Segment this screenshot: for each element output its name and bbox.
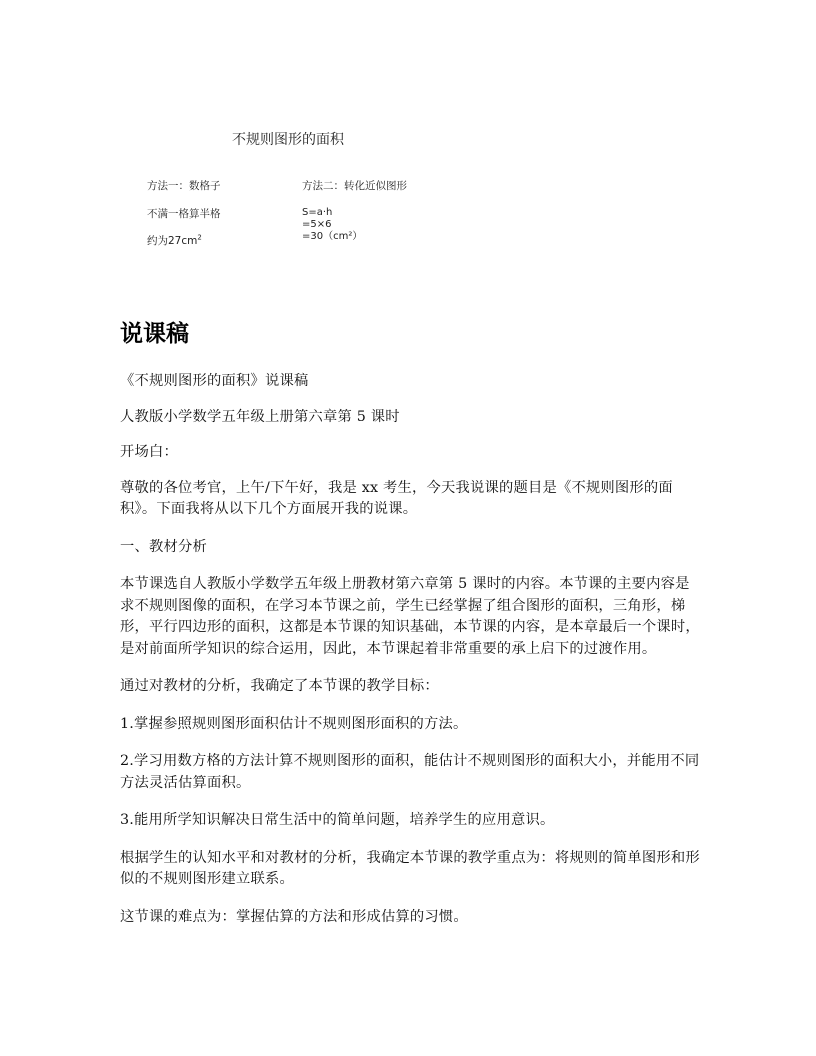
paragraph-key-points: 根据学生的认知水平和对教材的分析，我确定本节课的教学重点为：将规则的简单图形和形似的不规则图形建立联系。 [120,849,700,887]
document-heading: 说课稿 [120,321,189,347]
method2-formula [302,207,362,243]
formula-line: =30（cm²） [302,231,363,242]
formula-line: =5×6 [302,219,332,230]
paragraph-doc-title: 《不规则图形的面积》说课稿 [120,373,309,389]
method1-rule: 不满一格算半格 [147,208,221,220]
method2-label: 方法二：转化近似图形 [302,180,407,192]
method1-result-sup: 2 [197,233,202,242]
paragraph-goals-intro: 通过对教材的分析，我确定了本节课的教学目标： [120,678,439,694]
paragraph-textbook: 人教版小学数学五年级上册第六章第 5 课时 [120,408,400,425]
document-body [120,371,700,944]
paragraph-difficulty: 这节课的难点为：掌握估算的方法和形成估算的习惯。 [120,908,468,925]
formula-line: S=a·h [302,207,333,218]
goal-item: 3.能用所学知识解决日常生活中的简单问题，培养学生的应用意识。 [120,812,555,828]
goal-item: 1.掌握参照规则图形面积估计不规则图形面积的方法。 [120,715,468,732]
method1-result [147,233,202,248]
paragraph-opening-label: 开场白： [120,444,178,460]
method1-label: 方法一：数格子 [147,180,221,192]
figure-title: 不规则图形的面积 [232,132,344,148]
section-heading-material-analysis: 一、教材分析 [120,538,207,555]
method1-result-text: 约为27cm [147,235,198,247]
paragraph-material-analysis: 本节课选自人教版小学数学五年级上册教材第六章第 5 课时的内容。本节课的主要内容是求不规则图像的面积，在学习本节课之前，学生已经掌握了组合图形的面积，三角形，梯形，平行四边形的面积，这都是本节课的知识基础，本节课的内容，是本章最后一个课时，是对前面所学知识的综合运用，因此，本节课起着非常重要的承上启下的过渡作用。 [120,576,700,657]
paragraph-opening: 尊敬的各位考官，上午/下午好，我是 xx 考生，今天我说课的题目是《不规则图形的面积》。下面我将从以下几个方面展开我的说课。 [120,479,673,517]
goal-item: 2.学习用数方格的方法计算不规则图形的面积，能估计不规则图形的面积大小，并能用不同方法灵活估算面积。 [120,753,700,791]
